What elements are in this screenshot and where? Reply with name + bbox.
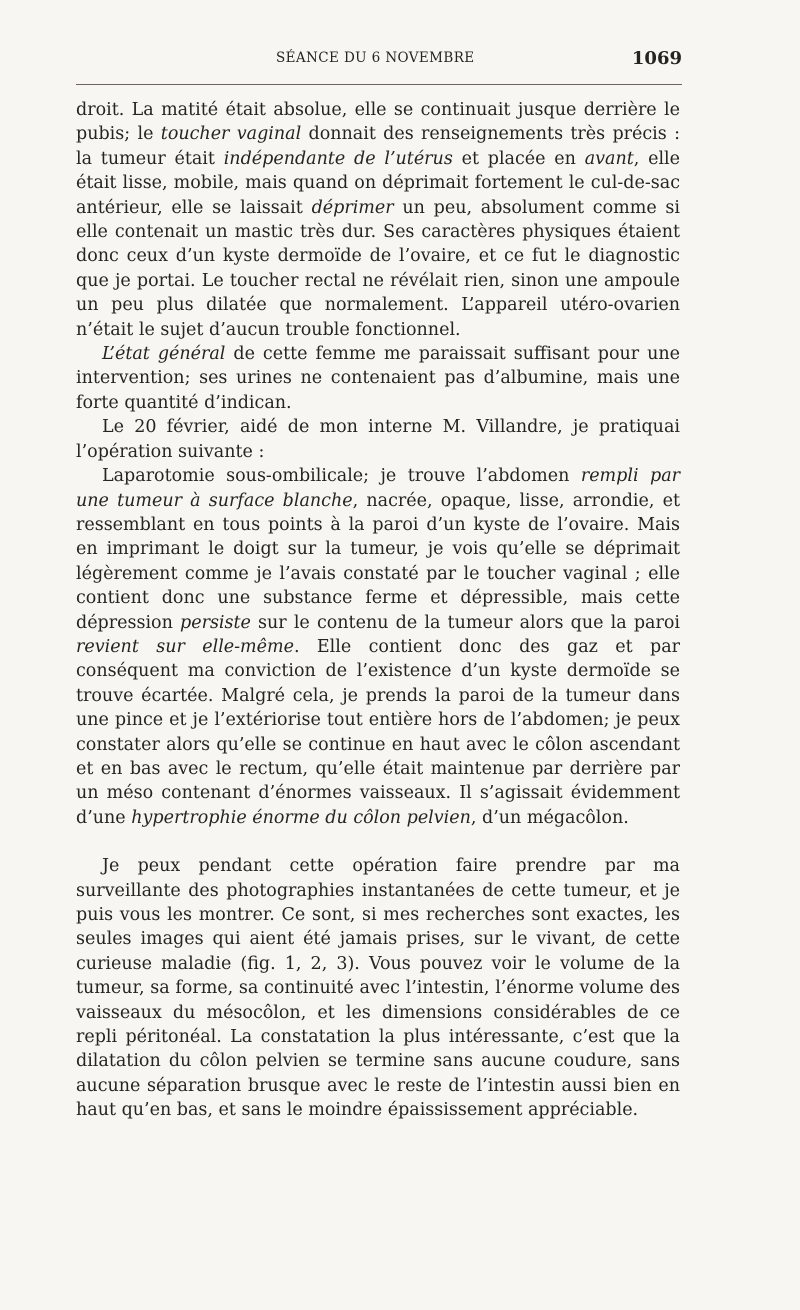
text-run: . Elle contient donc des gaz et par conséquent ma conviction de l’existence d’un kyste dermoïde se trouve écartée. Malgré cela, je prends la paroi de la tumeur dans une pince et je l’extériorise tout entière hors de l’abdomen; je peux constater alors qu’elle se continue en haut avec le côlon ascendant et en bas avec le rectum, qu’elle était maintenue par derrière par un méso contenant d’énormes vaisseaux. Il s’agissait évidemment d’une <box>76 636 680 828</box>
paragraph <box>76 342 680 415</box>
paragraph <box>76 98 680 342</box>
text-run: de cette femme me paraissait suffisant pour une intervention; ses urines ne contenaient pas d’albumine, mais une forte quantité d’indican. <box>76 344 680 413</box>
text-run: Laparotomie sous-ombilicale; je trouve l’abdomen <box>102 466 581 487</box>
text-run: droit. La matité était absolue, elle se continuait jusque derrière le pubis; le <box>76 100 680 145</box>
text-run: Je peux pendant cette opération faire prendre par ma surveillante des photographies instantanées de cette tumeur, et je puis vous les montrer. Ce sont, si mes recherches sont exactes, les seules images qui aient été jamais prises, sur le vivant, de cette curieuse maladie (fig. 1, 2, 3). Vous pouvez voir le volume de la tumeur, sa forme, sa continuité avec l’intestin, l’énorme volume des vaisseaux du mésocôlon, et les dimensions considérables de ce repli péritonéal. La constatation la plus intéressante, c’est que la dilatation du côlon pelvien se termine sans aucune coudure, sans aucune séparation brusque avec le reste de l’intestin aussi bien en haut qu’en bas, et sans le moindre épaississement appréciable. <box>76 856 680 1121</box>
italic-text: revient sur elle-même <box>76 636 294 657</box>
italic-text: toucher vaginal <box>160 124 302 145</box>
text-run: Le 20 février, aidé de mon interne M. Villandre, je pratiquai l’opération suivante : <box>76 417 680 462</box>
body-text <box>76 98 680 1123</box>
paragraph <box>76 854 680 1122</box>
header-rule <box>76 84 682 85</box>
page-number: 1069 <box>631 48 682 69</box>
text-run: , d’un mégacôlon. <box>470 807 629 828</box>
text-run: un peu, absolument comme si elle contenait un mastic très dur. Ses caractères physiques étaient donc ceux d’un kyste dermoïde de l’ovaire, et ce fut le diagnostic que je portai. Le toucher rectal ne révélait rien, sinon une ampoule un peu plus dilatée que normalement. L’appareil utéro-ovarien n’était le sujet d’aucun trouble fonctionnel. <box>76 197 680 340</box>
italic-text: L’état général <box>102 344 226 365</box>
text-run: donnait des renseignements très précis : la tumeur était <box>76 124 680 169</box>
text-run: , elle était lisse, mobile, mais quand on déprimait fortement le cul-de-sac antérieur, elle se laissait <box>76 148 680 218</box>
paragraph <box>76 415 680 464</box>
italic-text: persiste <box>180 612 251 633</box>
italic-text: avant <box>584 148 634 169</box>
italic-text: déprimer <box>311 197 394 218</box>
text-run: , nacrée, opaque, lisse, arrondie, et ressemblant en tous points à la paroi d’un kyste de l’ovaire. Mais en imprimant le doigt sur la tumeur, je vois qu’elle se déprimait légèrement comme je l’avais constaté par le toucher vaginal ; elle contient donc une substance ferme et dépressible, mais cette dépression <box>76 490 680 633</box>
text-run: sur le contenu de la tumeur alors que la paroi <box>250 612 680 633</box>
running-head: SÉANCE DU 6 NOVEMBRE <box>276 50 475 66</box>
italic-text: rempli par une tumeur à surface blanche <box>76 466 680 511</box>
paragraph <box>76 464 680 830</box>
italic-text: hypertrophie énorme du côlon pelvien <box>131 807 471 828</box>
italic-text: indépendante de l’utérus <box>223 148 453 169</box>
text-run: et placée en <box>452 148 585 169</box>
page-header <box>76 48 682 74</box>
